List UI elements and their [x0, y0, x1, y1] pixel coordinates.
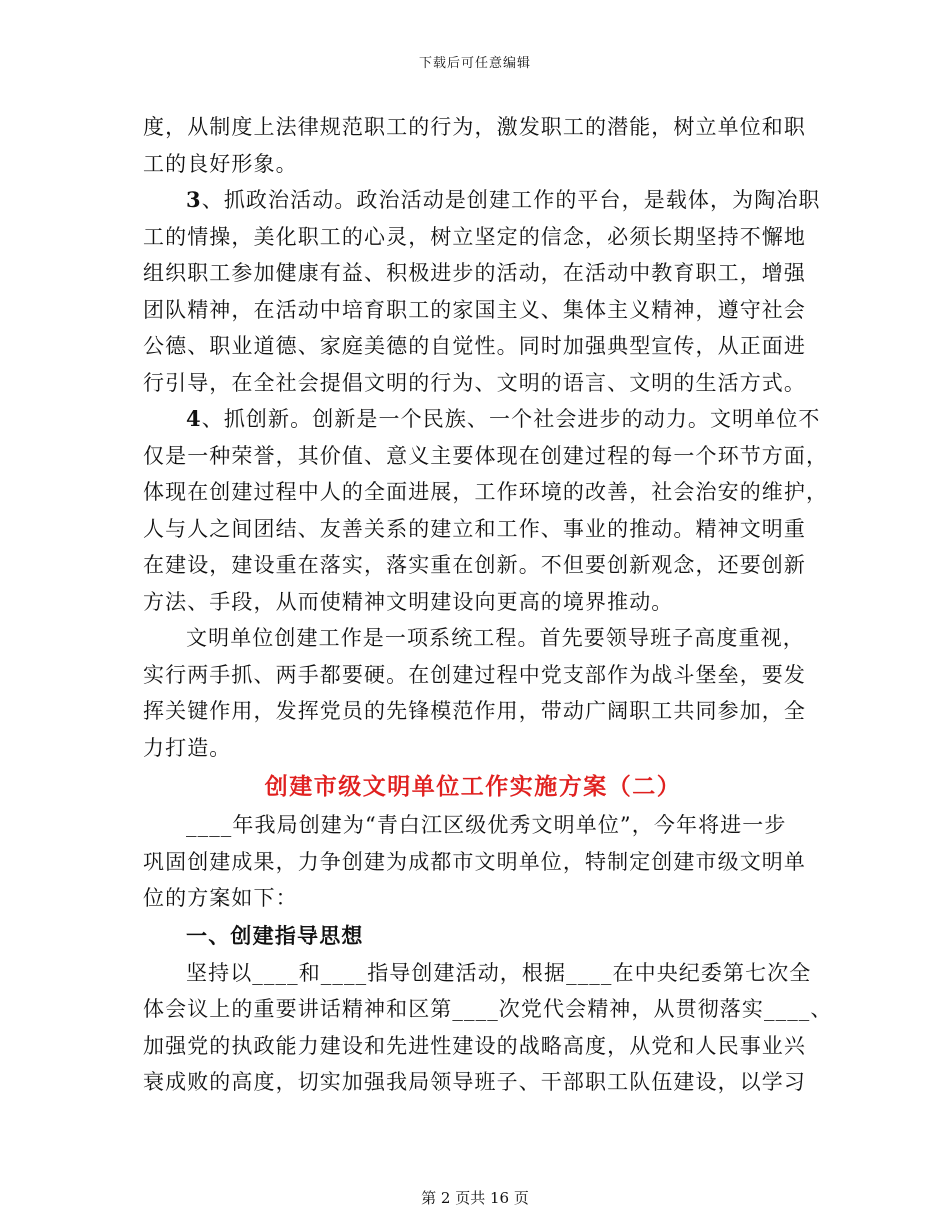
section-title: 创建市级文明单位工作实施方案（二） [264, 773, 682, 800]
paragraph-line: 实行两手抓、两手都要硬。在创建过程中党支部作为战斗堡垒，要发 [143, 662, 806, 687]
paragraph-line: 行引导，在全社会提倡文明的行为、文明的语言、文明的生活方式。 [143, 370, 806, 395]
document-body [143, 109, 833, 1101]
paragraph-line: 位的方案如下： [143, 886, 298, 910]
page-header: 下载后可任意编辑 [418, 56, 531, 71]
line-text: 、抓政治活动。政治活动是创建工作的平台，是载体，为陶冶职 [201, 188, 821, 212]
paragraph-line: 仅是一种荣誉，其价值、意义主要体现在创建过程的每一个环节方面， [143, 443, 829, 468]
paragraph-line: 公德、职业道德、家庭美德的自觉性。同时加强典型宣传，从正面进 [143, 334, 806, 358]
paragraph-line: 巩固创建成果，力争创建为成都市文明单位，特制定创建市级文明单 [143, 849, 806, 874]
paragraph-line: 团队精神，在活动中培育职工的家国主义、集体主义精神，遵守社会 [143, 297, 806, 322]
paragraph-line: 挥关键作用，发挥党员的先锋模范作用，带动广阔职工共同参加，全 [143, 699, 806, 723]
line-text: 、抓创新。创新是一个民族、一个社会进步的动力。文明单位不 [201, 407, 821, 431]
item-number: 3 [186, 187, 202, 212]
paragraph-line: 力打造。 [143, 735, 232, 760]
paragraph-line [143, 182, 821, 219]
section-heading: 一、创建指导思想 [186, 922, 364, 948]
paragraph-line: 工的情操，美化职工的心灵，树立坚定的信念，必须长期坚持不懈地 [143, 224, 806, 249]
paragraph-line: 人与人之间团结、友善关系的建立和工作、事业的推动。精神文明重 [143, 516, 806, 541]
paragraph-line: 体会议上的重要讲话精神和区第____次党代会精神，从贯彻落实____、 [143, 997, 833, 1021]
paragraph-line: 文明单位创建工作是一项系统工程。首先要领导班子高度重视， [186, 626, 805, 650]
paragraph-line: 体现在创建过程中人的全面进展，工作环境的改善，社会治安的维护， [143, 480, 829, 504]
page-footer: 第 2 页共 16 页 [421, 1189, 529, 1207]
paragraph-line: 加强党的执政能力建设和先进性建设的战略高度，从党和人民事业兴 [143, 1033, 806, 1058]
paragraph-line: ____年我局创建为“青白江区级优秀文明单位”，今年将进一步 [186, 813, 787, 837]
paragraph-line: 方法、手段，从而使精神文明建设向更高的境界推动。 [143, 589, 674, 614]
paragraph-line: 工的良好形象。 [143, 151, 298, 176]
paragraph-line: 在建设，建设重在落实，落实重在创新。不但要创新观念，还要创新 [143, 553, 806, 577]
paragraph-line: 坚持以____和____指导创建活动，根据____在中央纪委第七次全 [186, 960, 812, 985]
paragraph-line: 组织职工参加健康有益、积极进步的活动，在活动中教育职工，增强 [143, 261, 806, 285]
paragraph-line: 度，从制度上法律规范职工的行为，激发职工的潜能，树立单位和职 [143, 115, 806, 139]
paragraph-line: 衰成败的高度，切实加强我局领导班子、干部职工队伍建设，以学习 [143, 1070, 806, 1094]
paragraph-line [143, 401, 821, 438]
item-number: 4 [186, 406, 202, 431]
